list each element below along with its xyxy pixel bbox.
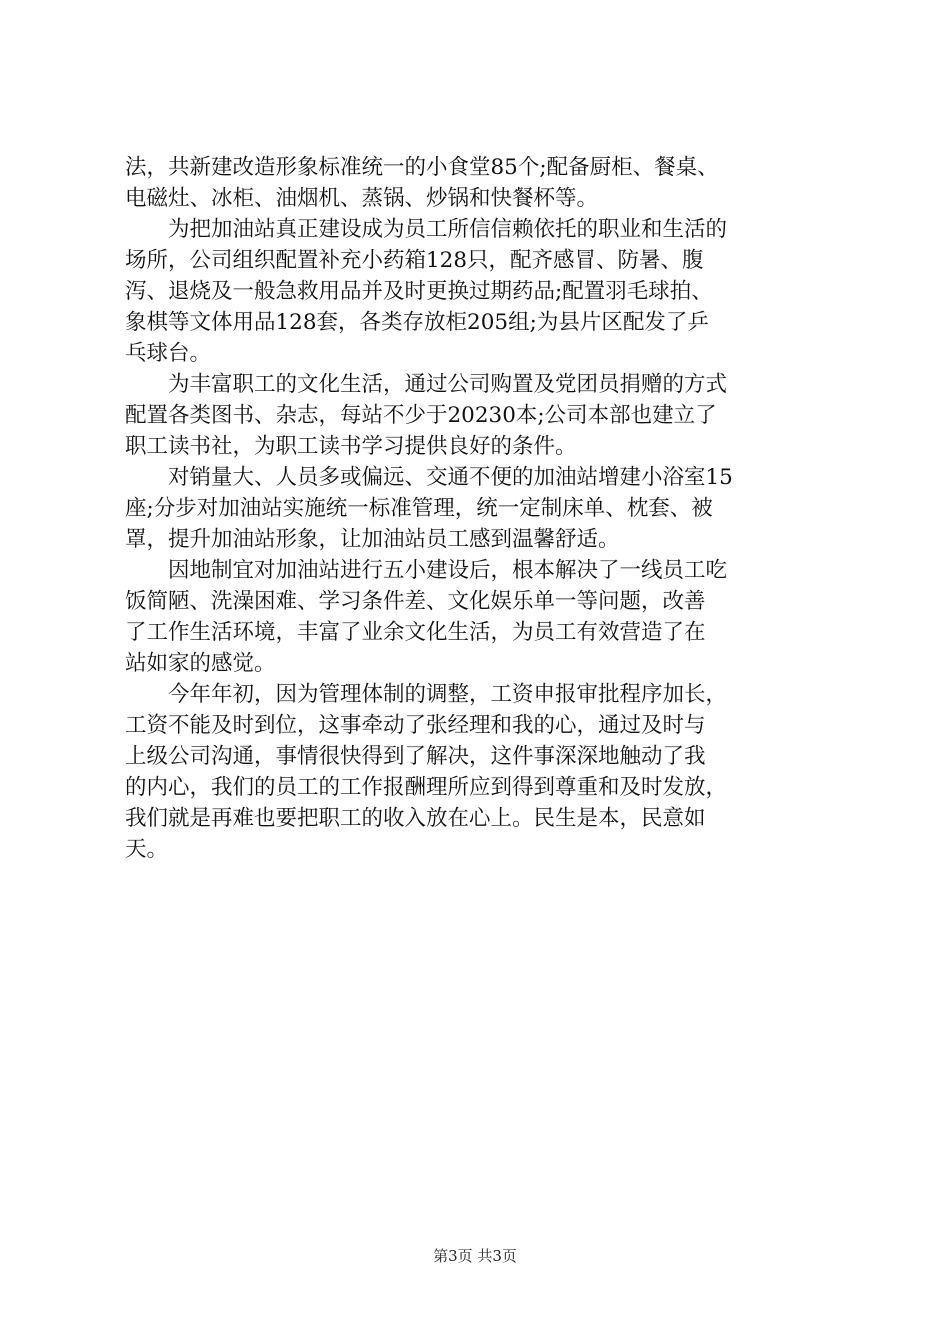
text-line: 象棋等文体用品128套，各类存放柜205组;为县片区配发了乒 <box>125 310 709 335</box>
text-line: 上级公司沟通，事情很快得到了解决，这件事深深地触动了我 <box>125 744 706 769</box>
page-number: 第3页 共3页 <box>433 1247 517 1265</box>
text-line: 乓球台。 <box>125 341 212 366</box>
text-line: 职工读书社，为职工读书学习提供良好的条件。 <box>125 434 577 459</box>
text-line: 的内心，我们的员工的工作报酬理所应到得到尊重和及时发放， <box>125 775 728 800</box>
text-line: 泻、退烧及一般急救用品并及时更换过期药品;配置羽毛球拍、 <box>125 279 713 304</box>
text-line: 为把加油站真正建设成为员工所信信赖依托的职业和生活的 <box>125 217 728 242</box>
text-line: 饭简陋、洗澡困难、学习条件差、文化娱乐单一等问题，改善 <box>125 589 706 614</box>
text-line: 配置各类图书、杂志，每站不少于20230本;公司本部也建立了 <box>125 403 717 428</box>
text-line: 电磁灶、冰柜、油烟机、蒸锅、炒锅和快餐杯等。 <box>125 186 599 211</box>
text-line: 场所，公司组织配置补充小药箱128只，配齐感冒、防暑、腹 <box>125 248 704 273</box>
text-line: 站如家的感觉。 <box>125 651 276 676</box>
text-line: 座;分步对加油站实施统一标准管理，统一定制床单、枕套、被 <box>125 496 713 521</box>
text-line: 对销量大、人员多或偏远、交通不便的加油站增建小浴室15 <box>125 465 733 490</box>
text-line: 今年年初，因为管理体制的调整，工资申报审批程序加长， <box>125 682 728 707</box>
text-line: 工资不能及时到位，这事牵动了张经理和我的心，通过及时与 <box>125 713 706 738</box>
text-line: 罩，提升加油站形象，让加油站员工感到温馨舒适。 <box>125 527 620 552</box>
text-line: 了工作生活环境，丰富了业余文化生活，为员工有效营造了在 <box>125 620 706 645</box>
text-line: 我们就是再难也要把职工的收入放在心上。民生是本，民意如 <box>125 806 706 831</box>
text-line: 天。 <box>125 837 169 862</box>
text-line: 因地制宜对加油站进行五小建设后，根本解决了一线员工吃 <box>125 558 728 583</box>
text-line: 法，共新建改造形象标准统一的小食堂85个;配备厨柜、餐桌、 <box>125 155 719 180</box>
body-text <box>125 152 845 865</box>
text-line: 为丰富职工的文化生活，通过公司购置及党团员捐赠的方式 <box>125 372 728 397</box>
